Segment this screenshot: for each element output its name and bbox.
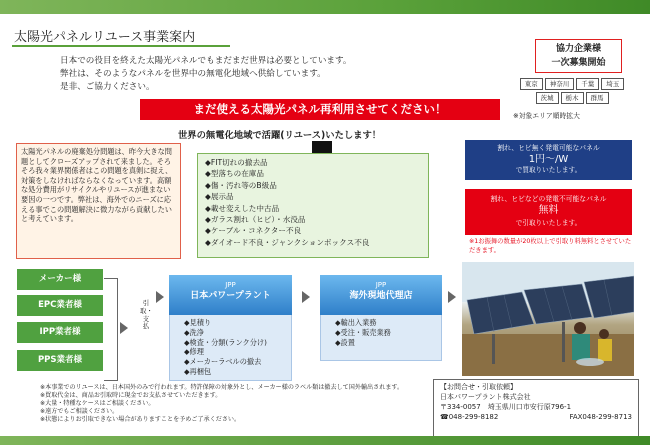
partner-recruit-box [535,39,622,73]
agent-jpp-label: JPP [375,281,387,289]
intro-line: 日本での役目を終えた太陽光パネルでもまだまだ世界は必要としています。 [60,56,352,66]
service-item: ◆洗浄 [184,327,204,337]
problem-statement-box: 太陽光パネルの廃棄処分問題は、昨今大きな問題としてクローズアップされて来ました。そろそろ我々業界関係者はこの問題を真剣に捉え、対策をしなければならなくなっています。高額な処分費用がリサイクルやリユースが進まない要因の一つです。弊社は、海外でのニーズに応える事でこの問題解決に微力ながら貢献したいと考えています。 [16,143,181,259]
contact-address: 〒334-0057 埼玉県川口市安行原796-1 [440,403,572,411]
region-cell: 神奈川 [545,78,575,90]
solar-panel-photo [462,262,634,376]
jpp-company-header [169,275,292,315]
arrow-right-icon [302,291,310,303]
region-cell: 千葉 [576,78,599,90]
contact-header: 【お問合せ・引取依頼】 [440,383,517,391]
region-cell: 栃木 [561,92,584,104]
headline-banner: まだ使える太陽光パネル再利用させてください！ [140,99,500,120]
service-item: ◆設置 [335,337,355,347]
free-pickup-box [465,189,632,235]
disclaimer-line: ※買取代金は、商品お引取時に現金でお支払させていただきます。 [40,392,222,400]
photo-illustration [462,262,634,376]
product-item: ◆展示品 [205,192,234,202]
product-item: ◆FIT切れの撤去品 [205,158,268,167]
pickup-condition: 割れ、ヒビなどの発電不可能なパネル [490,195,607,203]
bottom-decor-bar [0,436,650,445]
purchase-price: 1円～/W [528,154,569,165]
contact-fax: FAX048-299-8713 [569,413,632,421]
jpp-company-name: 日本パワープラント [190,291,271,301]
supplier-bracket [104,278,118,381]
price-footnote: ※1お振舞の数量が20枚以上で引取り料無料とさせていただきます。 [469,238,632,254]
disclaimer-line: ※遠方でもご相談ください。 [40,408,119,416]
intro-line: 弊社は、そのようなパネルを世界中の無電化地域へ供給しています。 [60,69,326,79]
region-grid [513,78,631,106]
jpp-services-list [169,315,292,381]
title-underline [12,45,230,47]
pickup-price: 無料 [538,205,559,216]
purchase-note: で買取りいたします。 [515,166,582,174]
arrow-right-icon [448,291,456,303]
overseas-agent-box [320,275,442,361]
pickup-note: で引取りいたします。 [515,219,582,227]
disclaimer-line: ※状態によりお引取できない場合がありますことを予めご了承ください。 [40,416,241,424]
contact-phone[interactable]: ☎048-299-8182 [440,413,499,421]
service-item: ◆修理 [184,347,204,357]
region-cell: 群馬 [586,92,609,104]
service-item: ◆見積り [184,318,212,327]
jpp-label: JPP [225,281,236,289]
disclaimer-line: ※大量・特種なケースはご相談ください。 [40,400,155,408]
product-item: ◆ケーブル・コネクター不良 [205,226,302,236]
product-item: ◆載せ変えした中古品 [205,203,280,213]
product-item: ◆傷・汚れ等のB級品 [205,180,277,190]
region-cell: 埼玉 [601,78,624,90]
agent-name: 海外現地代理店 [349,291,413,301]
subheadline: 世界の無電化地域で活躍(リユース)いたします！ [178,130,382,141]
region-cell: 東京 [520,78,543,90]
contact-box [433,379,639,440]
region-note: ※対象エリア順時拡大 [513,112,580,120]
disclaimer-line: ※本事業でのリユースは、日本国外のみで行われます。特許保障の対象外とし、メーカー様のラベル類は撤去して国外輸出されます。 [40,384,404,391]
partner-line1: 協力企業様 [555,44,601,54]
agent-services-list [320,315,442,361]
service-item: ◆再梱包 [184,366,212,376]
purchase-condition: 割れ、ヒビ無く発電可能なパネル [497,144,600,152]
product-item: ◆ガラス割れ（ヒビ）・水没品 [205,215,306,225]
service-item: ◆検査・分類(ランク分け) [184,337,267,347]
agent-header [320,275,442,315]
product-item: ◆型落ちの在庫品 [205,169,264,179]
supplier-ipp: IPP業者様 [17,322,103,343]
region-cell: 茨城 [536,92,559,104]
arrow-right-icon [156,291,164,303]
supplier-maker: メーカー様 [17,269,103,290]
service-item: ◆輸出入業務 [335,318,377,327]
supplier-pps: PPS業者様 [17,350,103,371]
service-item: ◆受注・販売業務 [335,327,391,337]
disclaimer-notes [40,384,445,424]
top-decor-bar [0,0,650,14]
intro-text [60,55,352,94]
flow-label: 引取・支払 [140,299,153,331]
contact-company: 日本パワープラント株式会社 [440,393,531,401]
supplier-epc: EPC業者様 [17,295,103,316]
arrow-right-icon [120,322,128,334]
intro-line: 是非、ご協力ください。 [60,82,155,92]
partner-line2: 一次募集開始 [551,58,606,68]
page-title: 太陽光パネルリユース事業案内 [14,30,196,45]
product-item: ◆ダイオード不良・ジャンクションボックス不良 [205,237,370,247]
accepted-products-list [197,153,429,258]
jpp-company-box [169,275,292,381]
purchase-price-box [465,140,632,180]
service-item: ◆メーカーラベルの撤去 [184,357,262,367]
